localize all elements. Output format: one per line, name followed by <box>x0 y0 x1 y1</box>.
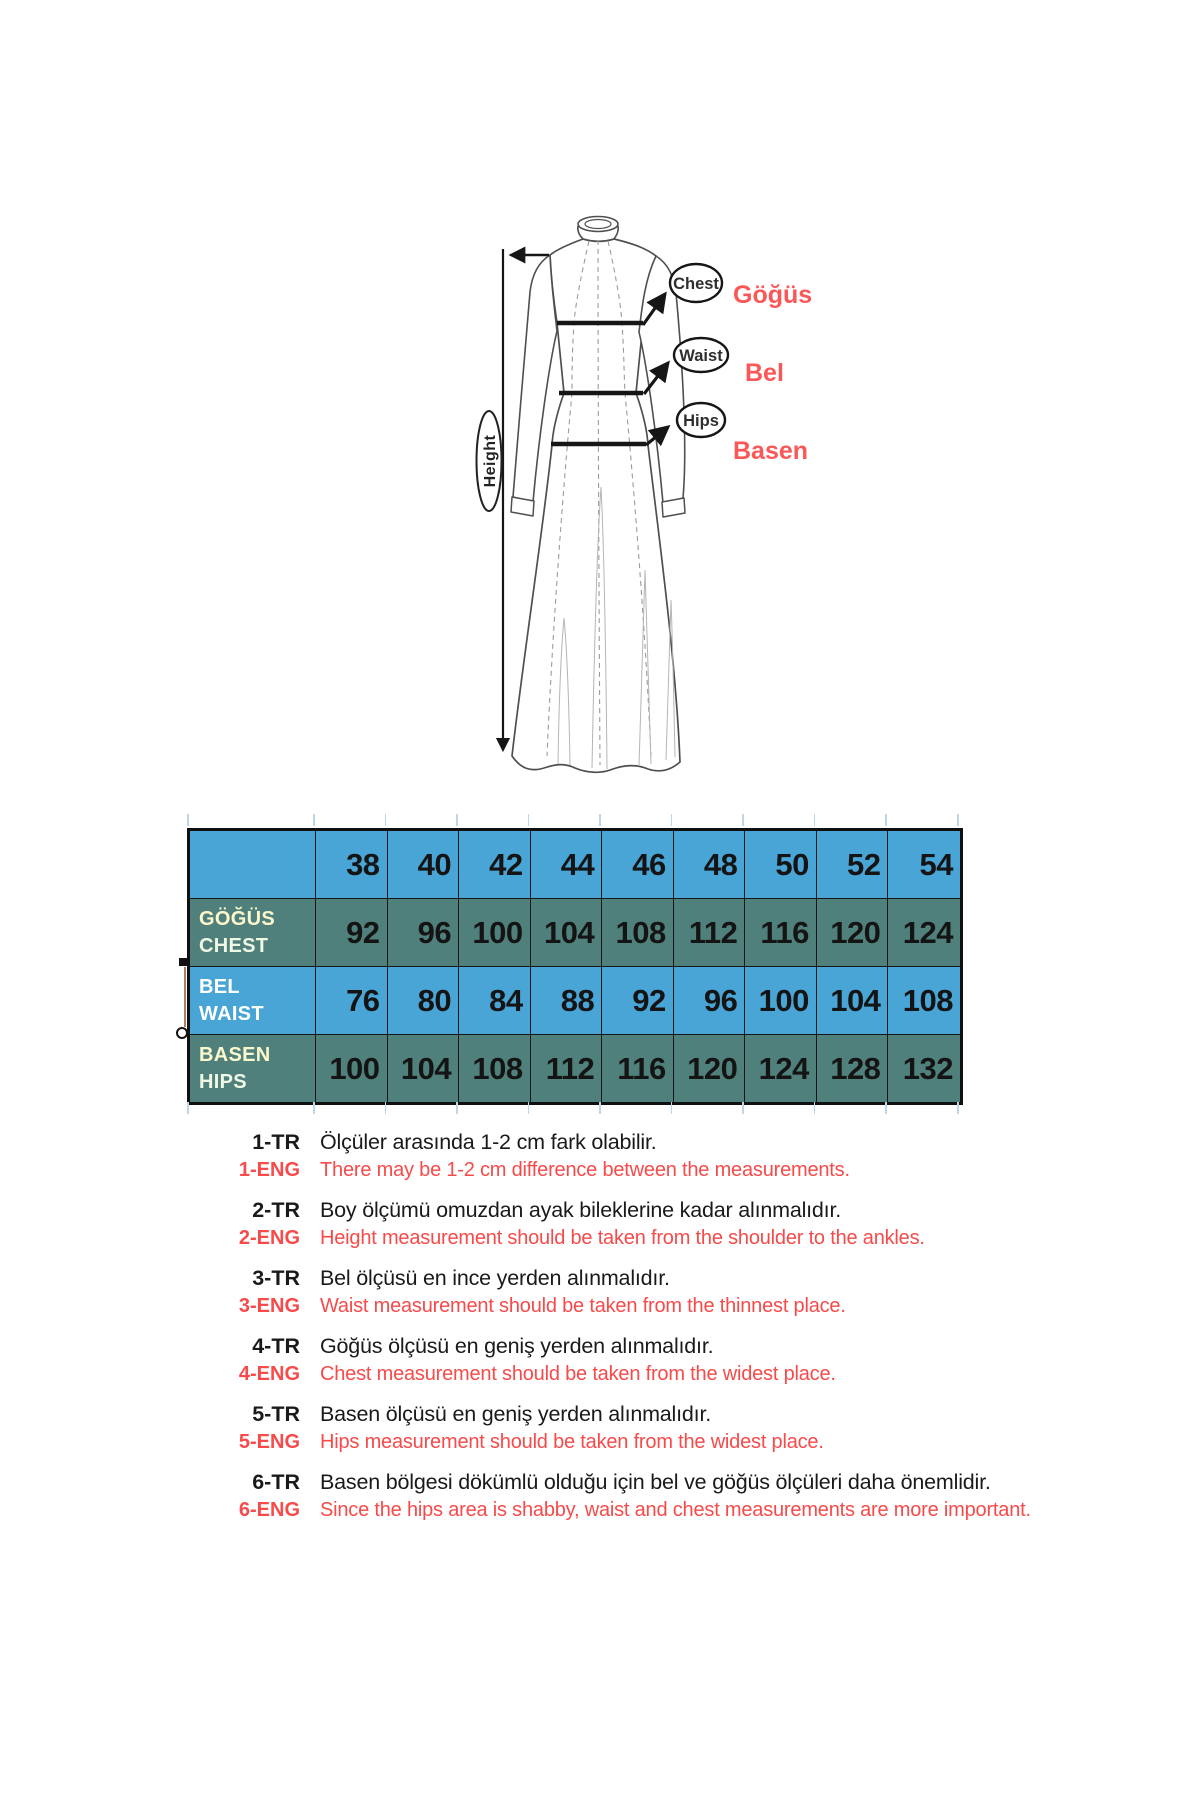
measurement-cell: 104 <box>388 1035 460 1102</box>
collar <box>578 217 618 240</box>
measurement-cell: 112 <box>531 1035 603 1102</box>
note-eng-text: Waist measurement should be taken from the thinnest place. <box>320 1295 846 1317</box>
gridline-tick <box>599 814 601 826</box>
waist-oval-label: Waist <box>679 347 723 365</box>
gridline-tick <box>313 814 315 826</box>
size-header-cell: 44 <box>531 831 603 898</box>
note-item <box>190 1196 1130 1252</box>
chest-oval-label: Chest <box>673 275 719 293</box>
measurement-cell: 88 <box>531 967 603 1034</box>
note-eng-label: 6-ENG <box>238 1499 300 1521</box>
gridline-tick <box>528 1102 530 1114</box>
gridline-tick <box>814 814 816 826</box>
measurement-cell: 108 <box>902 982 953 1018</box>
gridline-tick <box>671 814 673 826</box>
chest-row-label <box>190 899 316 966</box>
measurement-cell: 120 <box>817 899 889 966</box>
height-label: Height <box>482 434 499 488</box>
measurement-cell: 104 <box>817 967 889 1034</box>
note-eng-text: Chest measurement should be taken from the widest place. <box>320 1363 836 1385</box>
hips-row-label <box>190 1035 316 1102</box>
measurement-cell: 100 <box>745 967 817 1034</box>
hips-row <box>190 1034 960 1102</box>
note-eng-text: Height measurement should be taken from the shoulder to the ankles. <box>320 1227 925 1249</box>
note-item <box>190 1264 1130 1320</box>
hips-tr-label: Basen <box>733 437 809 465</box>
measurement-cell: 104 <box>531 899 603 966</box>
size-header-cell: 50 <box>745 831 817 898</box>
corner-cell <box>190 831 316 898</box>
gridline-tick <box>187 814 189 826</box>
note-eng-label: 2-ENG <box>238 1227 300 1249</box>
size-header-cell: 54 <box>919 846 953 882</box>
chest-tr-label: Göğüs <box>733 281 813 309</box>
anchor-circle-artifact <box>176 1027 188 1039</box>
measurement-cell: 124 <box>745 1035 817 1102</box>
size-header-cell: 38 <box>316 831 388 898</box>
note-item <box>190 1332 1130 1388</box>
note-item <box>190 1400 1130 1456</box>
gridline-tick <box>885 1102 887 1114</box>
left-cuff <box>511 497 534 516</box>
measurement-cell: 112 <box>674 899 746 966</box>
measurement-cell: 128 <box>817 1035 889 1102</box>
note-item <box>190 1128 1130 1184</box>
note-item <box>190 1468 1130 1524</box>
measurement-cell: 92 <box>602 967 674 1034</box>
gridline-tick <box>385 1102 387 1114</box>
selection-edge-artifact <box>184 967 186 1027</box>
note-tr-label: 2-TR <box>252 1198 300 1222</box>
note-tr-text: Ölçüler arasında 1-2 cm fark olabilir. <box>320 1130 657 1154</box>
gridline-tick <box>385 814 387 826</box>
waist-tr-label: Bel <box>745 359 784 387</box>
measurement-cell: 116 <box>602 1035 674 1102</box>
note-eng-text: Hips measurement should be taken from the widest place. <box>320 1431 824 1453</box>
anchor-square-artifact <box>179 958 187 966</box>
row-label-tr: GÖĞÜS <box>199 907 275 930</box>
hips-oval-label: Hips <box>683 412 719 430</box>
note-eng-label: 5-ENG <box>238 1431 300 1453</box>
gridline-tick <box>528 814 530 826</box>
size-header-row <box>190 831 960 898</box>
measurement-cell: 96 <box>388 899 460 966</box>
note-eng-label: 1-ENG <box>238 1159 300 1181</box>
size-header-cell: 40 <box>388 831 460 898</box>
gridline-tick <box>957 814 959 826</box>
measurement-cell: 120 <box>674 1035 746 1102</box>
size-header-cell: 52 <box>817 831 889 898</box>
note-tr-text: Bel ölçüsü en ince yerden alınmalıdır. <box>320 1266 670 1290</box>
size-table <box>187 828 963 1105</box>
gridline-tick <box>742 814 744 826</box>
note-tr-text: Basen bölgesi dökümlü olduğu için bel ve göğüs ölçüleri daha önemlidir. <box>320 1470 991 1494</box>
gridline-tick <box>671 1102 673 1114</box>
gridline-tick <box>885 814 887 826</box>
size-header-cell: 48 <box>674 831 746 898</box>
measurement-cell: 108 <box>602 899 674 966</box>
measurement-cell: 100 <box>316 1035 388 1102</box>
row-label-en: HIPS <box>199 1070 247 1093</box>
row-label-en: WAIST <box>199 1002 264 1025</box>
measurement-cell: 92 <box>316 899 388 966</box>
measurement-cell: 108 <box>459 1035 531 1102</box>
measurement-cell: 76 <box>316 967 388 1034</box>
gridline-tick <box>957 1102 959 1114</box>
note-eng-text: Since the hips area is shabby, waist and chest measurements are more important. <box>320 1499 1031 1521</box>
note-tr-text: Boy ölçümü omuzdan ayak bileklerine kadar alınmalıdır. <box>320 1198 841 1222</box>
size-header-cell: 46 <box>602 831 674 898</box>
measurement-cell: 96 <box>674 967 746 1034</box>
note-tr-label: 4-TR <box>252 1334 300 1358</box>
measurement-cell: 132 <box>902 1050 953 1086</box>
note-eng-text: There may be 1-2 cm difference between the measurements. <box>320 1159 850 1181</box>
note-tr-label: 1-TR <box>252 1130 300 1154</box>
note-tr-text: Göğüs ölçüsü en geniş yerden alınmalıdır. <box>320 1334 714 1358</box>
right-cuff <box>662 498 685 517</box>
row-label-tr: BEL <box>199 975 240 998</box>
row-label-en: CHEST <box>199 934 269 957</box>
gridline-tick <box>742 1102 744 1114</box>
note-tr-label: 6-TR <box>252 1470 300 1494</box>
waist-row-label <box>190 967 316 1034</box>
gridline-tick <box>313 1102 315 1114</box>
measurement-cell: 80 <box>388 967 460 1034</box>
gridline-tick <box>456 814 458 826</box>
measurement-cell: 84 <box>459 967 531 1034</box>
size-header-cell: 42 <box>459 831 531 898</box>
note-tr-label: 5-TR <box>252 1402 300 1426</box>
measurement-cell: 124 <box>902 914 953 950</box>
dress-measurement-diagram <box>455 180 815 815</box>
note-eng-label: 3-ENG <box>238 1295 300 1317</box>
gridline-tick <box>187 1102 189 1114</box>
gridline-tick <box>599 1102 601 1114</box>
row-label-tr: BASEN <box>199 1043 271 1066</box>
gridline-tick <box>814 1102 816 1114</box>
waist-row <box>190 966 960 1034</box>
note-eng-label: 4-ENG <box>238 1363 300 1385</box>
gridline-tick <box>456 1102 458 1114</box>
note-tr-text: Basen ölçüsü en geniş yerden alınmalıdır. <box>320 1402 711 1426</box>
measurement-cell: 116 <box>745 899 817 966</box>
notes-list <box>190 1128 1130 1536</box>
measurement-cell: 100 <box>459 899 531 966</box>
note-tr-label: 3-TR <box>252 1266 300 1290</box>
chest-row <box>190 898 960 966</box>
